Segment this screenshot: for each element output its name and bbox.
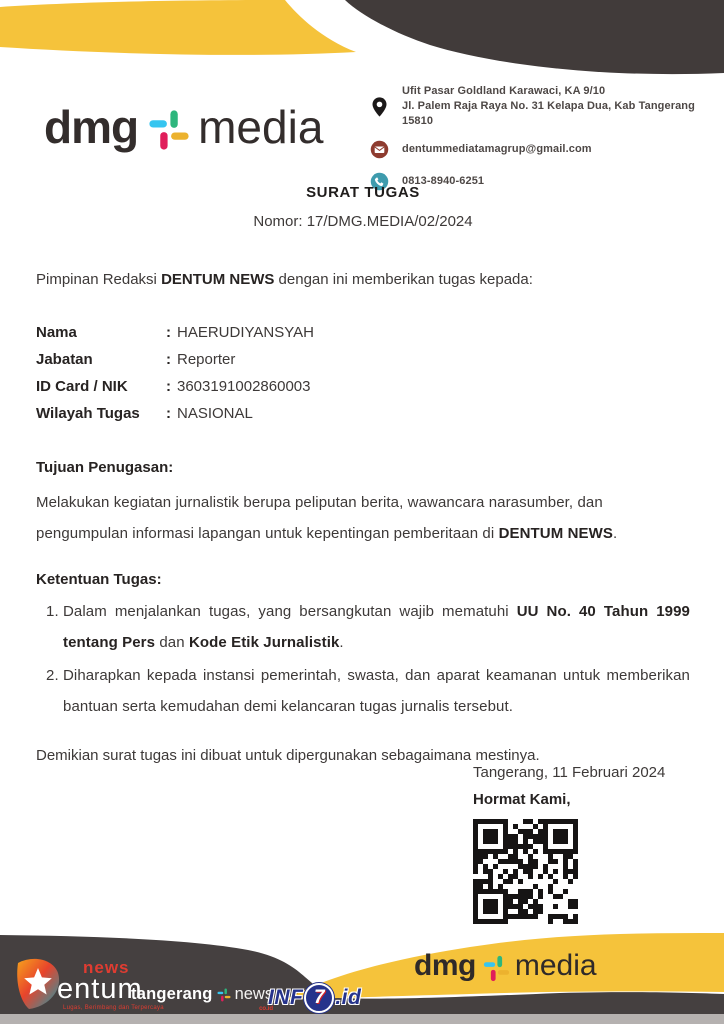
inf7-word-inf: INF bbox=[268, 986, 304, 1009]
tujuan-paragraph: Melakukan kegiatan jurnalistik berupa peliputan berita, wawancara narasumber, dan pengumpulan informasi lapangan untuk kepentingan pemberitaan di DENTUM NEWS. bbox=[36, 494, 618, 542]
tangerang-asterisk-icon bbox=[217, 988, 231, 1002]
dentum-tagline: Lugas, Berimbang dan Terpercaya bbox=[63, 1005, 164, 1011]
ketentuan-heading: Ketentuan Tugas: bbox=[36, 571, 162, 588]
footer-logo-word-dmg: dmg bbox=[414, 949, 476, 982]
tangerang-word: tangerang bbox=[131, 985, 213, 1003]
ketentuan-item-1: 1. Dalam menjalankan tugas, yang bersangkutan wajib mematuhi UU No. 40 Tahun 1999 tentang Pers dan Kode Etik Jurnalistik. bbox=[63, 597, 690, 658]
footer-asterisk-logo-icon bbox=[483, 955, 510, 982]
contact-address-text: Ufit Pasar Goldland Karawaci, KA 9/10 Jl. Palem Raja Raya No. 31 Kelapa Dua, Kab Tangerang 15810 bbox=[402, 85, 695, 127]
tangerang-news-logo bbox=[131, 985, 274, 1012]
ketentuan-list bbox=[36, 597, 690, 722]
dentum-word-entum: entum bbox=[57, 973, 143, 1005]
contact-address-row bbox=[368, 84, 713, 129]
field-row-nama: Nama : HAERUDIYANSYAH bbox=[36, 324, 314, 341]
tangerang-coid: co.id bbox=[259, 1006, 274, 1012]
field-row-wilayah: Wilayah Tugas : NASIONAL bbox=[36, 405, 253, 422]
intro-paragraph: Pimpinan Redaksi DENTUM NEWS dengan ini memberikan tugas kepada: bbox=[36, 271, 533, 288]
salutation: Hormat Kami, bbox=[473, 791, 571, 808]
letter-number: Nomor: 17/DMG.MEDIA/02/2024 bbox=[253, 213, 473, 230]
footer-logo-word-media: media bbox=[514, 949, 597, 982]
inf7-word-id: .id bbox=[335, 986, 362, 1009]
letter-body bbox=[36, 183, 690, 768]
place-date: Tangerang, 11 Februari 2024 bbox=[473, 764, 666, 781]
contact-email-text: dentummediatamagrup@gmail.com bbox=[402, 142, 592, 155]
logo-word-dmg: dmg bbox=[44, 101, 139, 153]
tujuan-heading: Tujuan Penugasan: bbox=[36, 459, 174, 476]
dmg-media-logo bbox=[44, 94, 323, 160]
logo-word-media: media bbox=[198, 101, 324, 153]
location-pin-icon bbox=[368, 95, 390, 119]
asterisk-logo-icon bbox=[148, 109, 190, 151]
inf7-circle-seven: 7 bbox=[304, 983, 334, 1013]
inf7-logo bbox=[268, 983, 361, 1013]
dentum-word-news: news bbox=[83, 958, 130, 977]
contact-phone-text: 0813-8940-6251 bbox=[402, 174, 485, 187]
field-row-jabatan: Jabatan : Reporter bbox=[36, 351, 236, 368]
assignee-fields bbox=[36, 319, 690, 427]
email-icon bbox=[368, 137, 390, 161]
contact-email-row bbox=[368, 137, 713, 161]
letter-title: SURAT TUGAS bbox=[306, 184, 420, 201]
field-row-nik: ID Card / NIK : 3603191002860003 bbox=[36, 378, 311, 395]
footer-dmg-media-logo bbox=[414, 949, 597, 983]
tangerang-word-news: news bbox=[234, 985, 274, 1003]
ketentuan-item-2: 2. Diharapkan kepada instansi pemerintah, swasta, dan aparat keamanan untuk memberikan bantuan serta kemudahan demi kelancaran tugas jurnalis tersebut. bbox=[63, 661, 690, 722]
closing-paragraph: Demikian surat tugas ini dibuat untuk dipergunakan sebagaimana mestinya. bbox=[36, 747, 540, 764]
